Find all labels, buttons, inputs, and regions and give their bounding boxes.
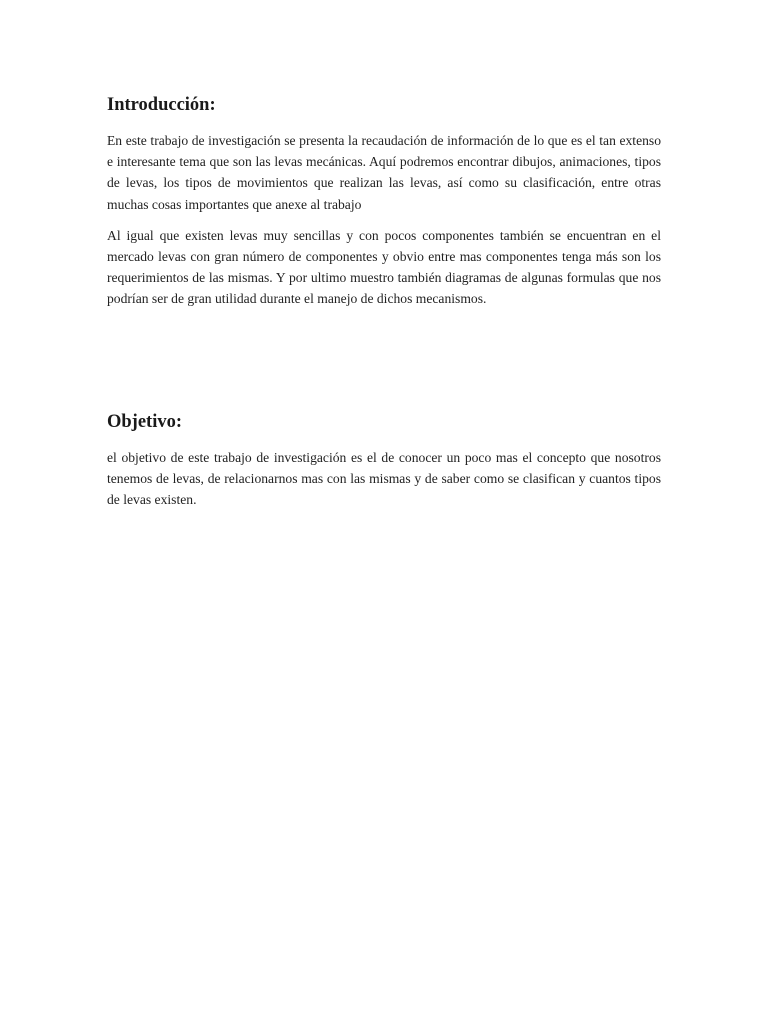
introduction-paragraph-1: En este trabajo de investigación se presenta la recaudación de información de lo que es el tan extenso e interesante tema que son las levas mecánicas. Aquí podremos encontrar dibujos, animaciones, tipos de levas, los tipos de movimientos que realizan las levas, así como su clasificación, entre otras muchas cosas importantes que anexe al trabajo (107, 133, 661, 212)
objective-section (107, 411, 661, 521)
objective-heading: Objetivo: (107, 412, 183, 432)
introduction-paragraph-2: Al igual que existen levas muy sencillas y con pocos componentes también se encuentran en el mercado levas con gran número de componentes y obvio entre mas componentes tenga más son los requerimientos de las mismas. Y por ultimo muestro también diagramas de algunas formulas que nos podrían ser de gran utilidad durante el manejo de dichos mecanismos. (107, 227, 661, 307)
introduction-section (107, 94, 661, 320)
introduction-heading: Introducción: (107, 95, 216, 115)
objective-paragraph-1: el objetivo de este trabajo de investigación es el de conocer un poco mas el concepto que nosotros tenemos de levas, de relacionarnos mas con las mismas y de saber como se clasifican y cuantos tipos de levas existen. (107, 450, 661, 508)
